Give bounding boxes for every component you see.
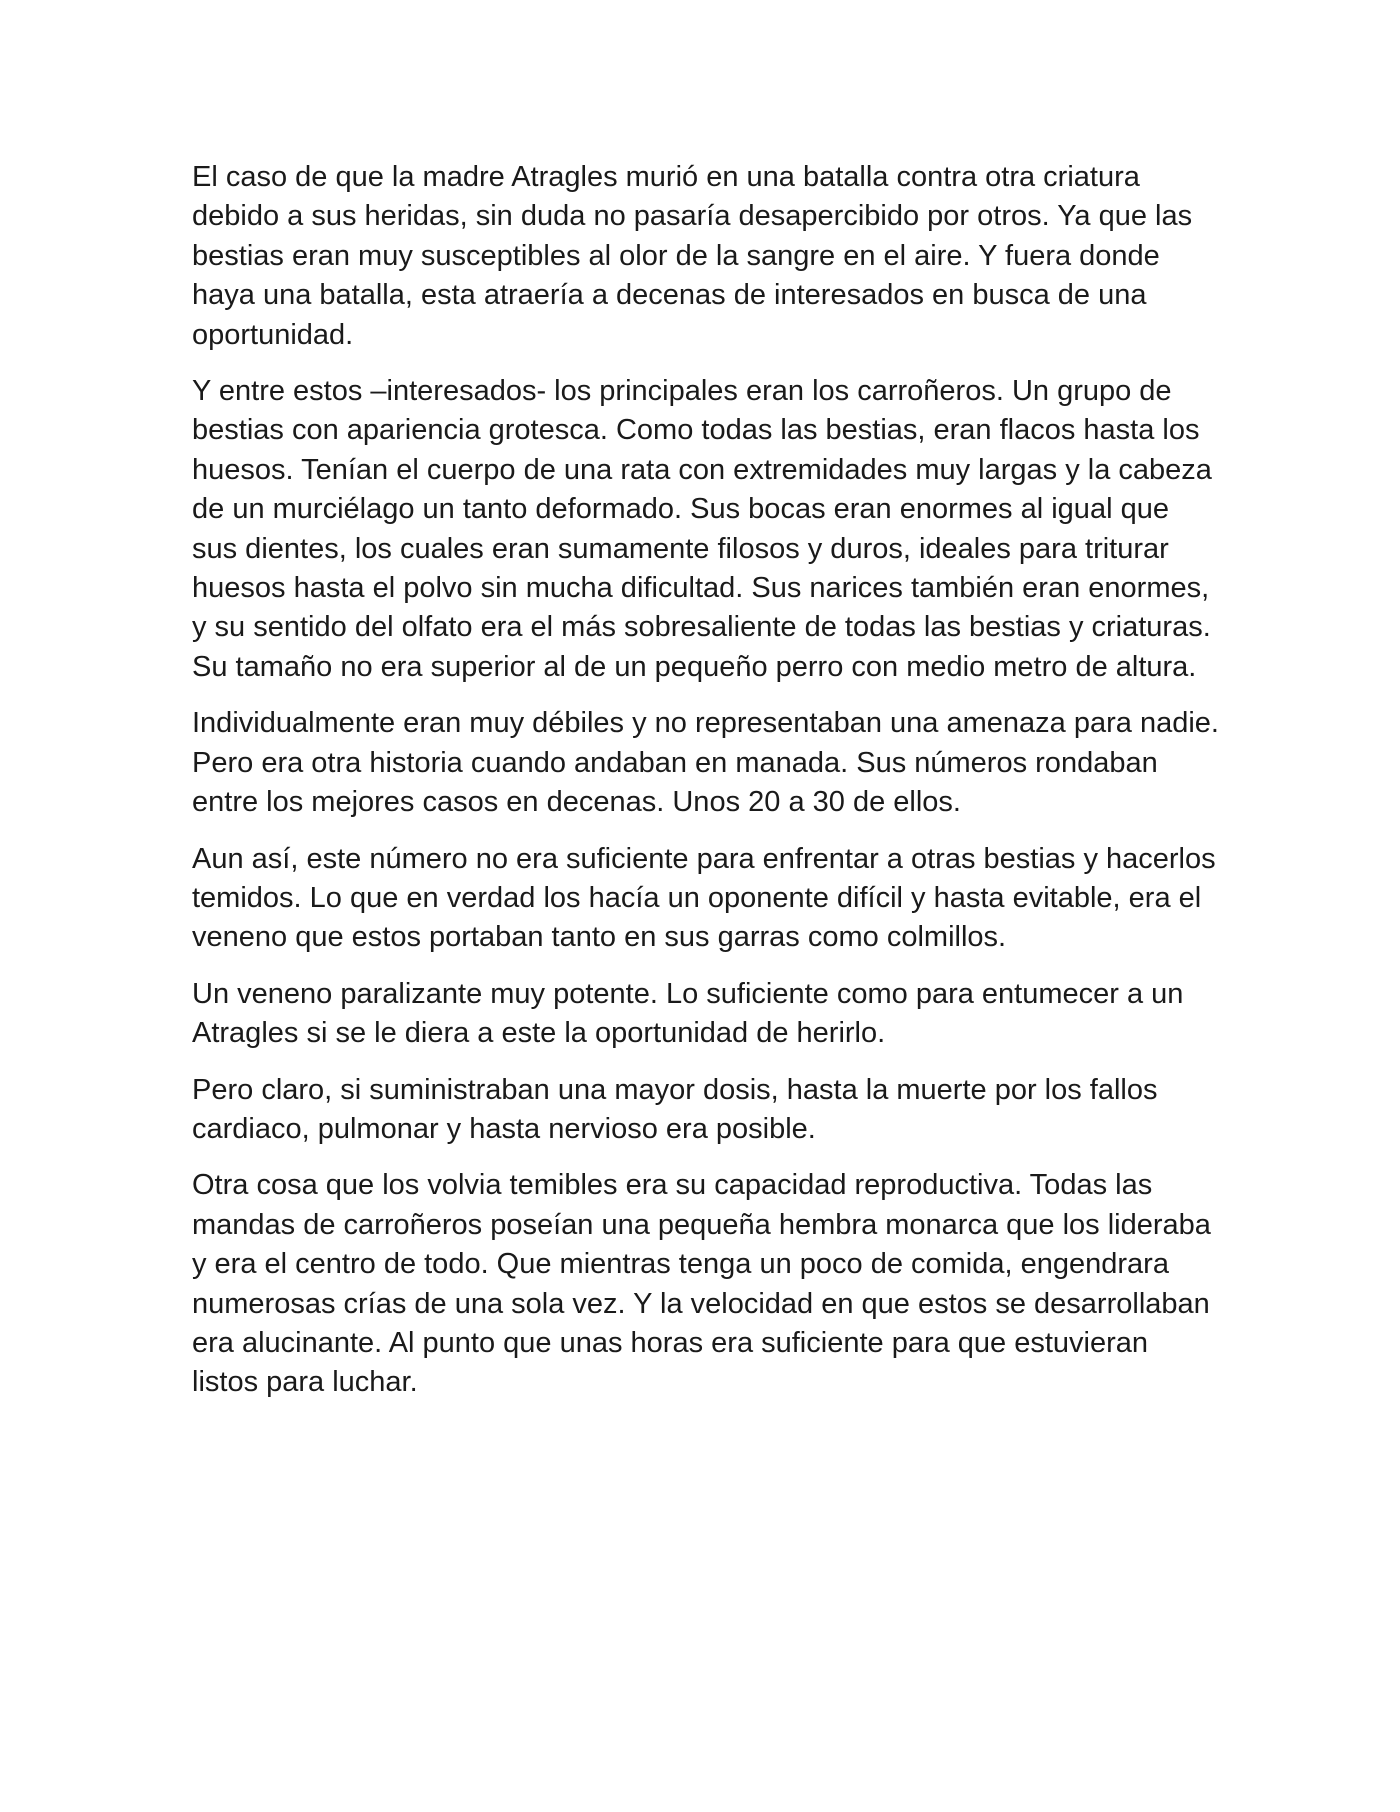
paragraph-5: Un veneno paralizante muy potente. Lo suficiente como para entumecer a un Atragles si se le diera a este la oportunidad de herirlo. (192, 977, 1184, 1050)
paragraph-3: Individualmente eran muy débiles y no representaban una amenaza para nadie. Pero era otra historia cuando andaban en manada. Sus números rondaban entre los mejores casos en decenas. Unos 20 a 30 de ellos. (192, 707, 1219, 819)
paragraph-7: Otra cosa que los volvia temibles era su capacidad reproductiva. Todas las mandas de carroñeros poseían una pequeña hembra monarca que los lideraba y era el centro de todo. Que mientras tenga un poco de comida, engendrara numerosas crías de una sola vez. Y la velocidad en que estos se desarrollaban era alucinante. Al punto que unas horas era suficiente para que estuvieran listos para luchar. (192, 1169, 1211, 1399)
document-page (192, 158, 1222, 1420)
paragraph-2: Y entre estos –interesados- los principales eran los carroñeros. Un grupo de bestias con apariencia grotesca. Como todas las bestias, eran flacos hasta los huesos. Tenían el cuerpo de una rata con extremidades muy largas y la cabeza de un murciélago un tanto deformado. Sus bocas eran enormes al igual que sus dientes, los cuales eran sumamente filosos y duros, ideales para triturar huesos hasta el polvo sin mucha dificultad. Sus narices también eran enormes, y su sentido del olfato era el más sobresaliente de todas las bestias y criaturas. Su tamaño no era superior al de un pequeño perro con medio metro de altura. (192, 375, 1212, 683)
paragraph-6: Pero claro, si suministraban una mayor dosis, hasta la muerte por los fallos cardiaco, pulmonar y hasta nervioso era posible. (192, 1073, 1158, 1145)
paragraph-4: Aun así, este número no era suficiente para enfrentar a otras bestias y hacerlos temidos. Lo que en verdad los hacía un oponente difícil y hasta evitable, era el veneno que estos portaban tanto en sus garras como colmillos. (192, 842, 1216, 954)
paragraph-1: El caso de que la madre Atragles murió en una batalla contra otra criatura debido a sus heridas, sin duda no pasaría desapercibido por otros. Ya que las bestias eran muy susceptibles al olor de la sangre en el aire. Y fuera donde haya una batalla, esta atraería a decenas de interesados en busca de una oportunidad. (192, 161, 1193, 351)
